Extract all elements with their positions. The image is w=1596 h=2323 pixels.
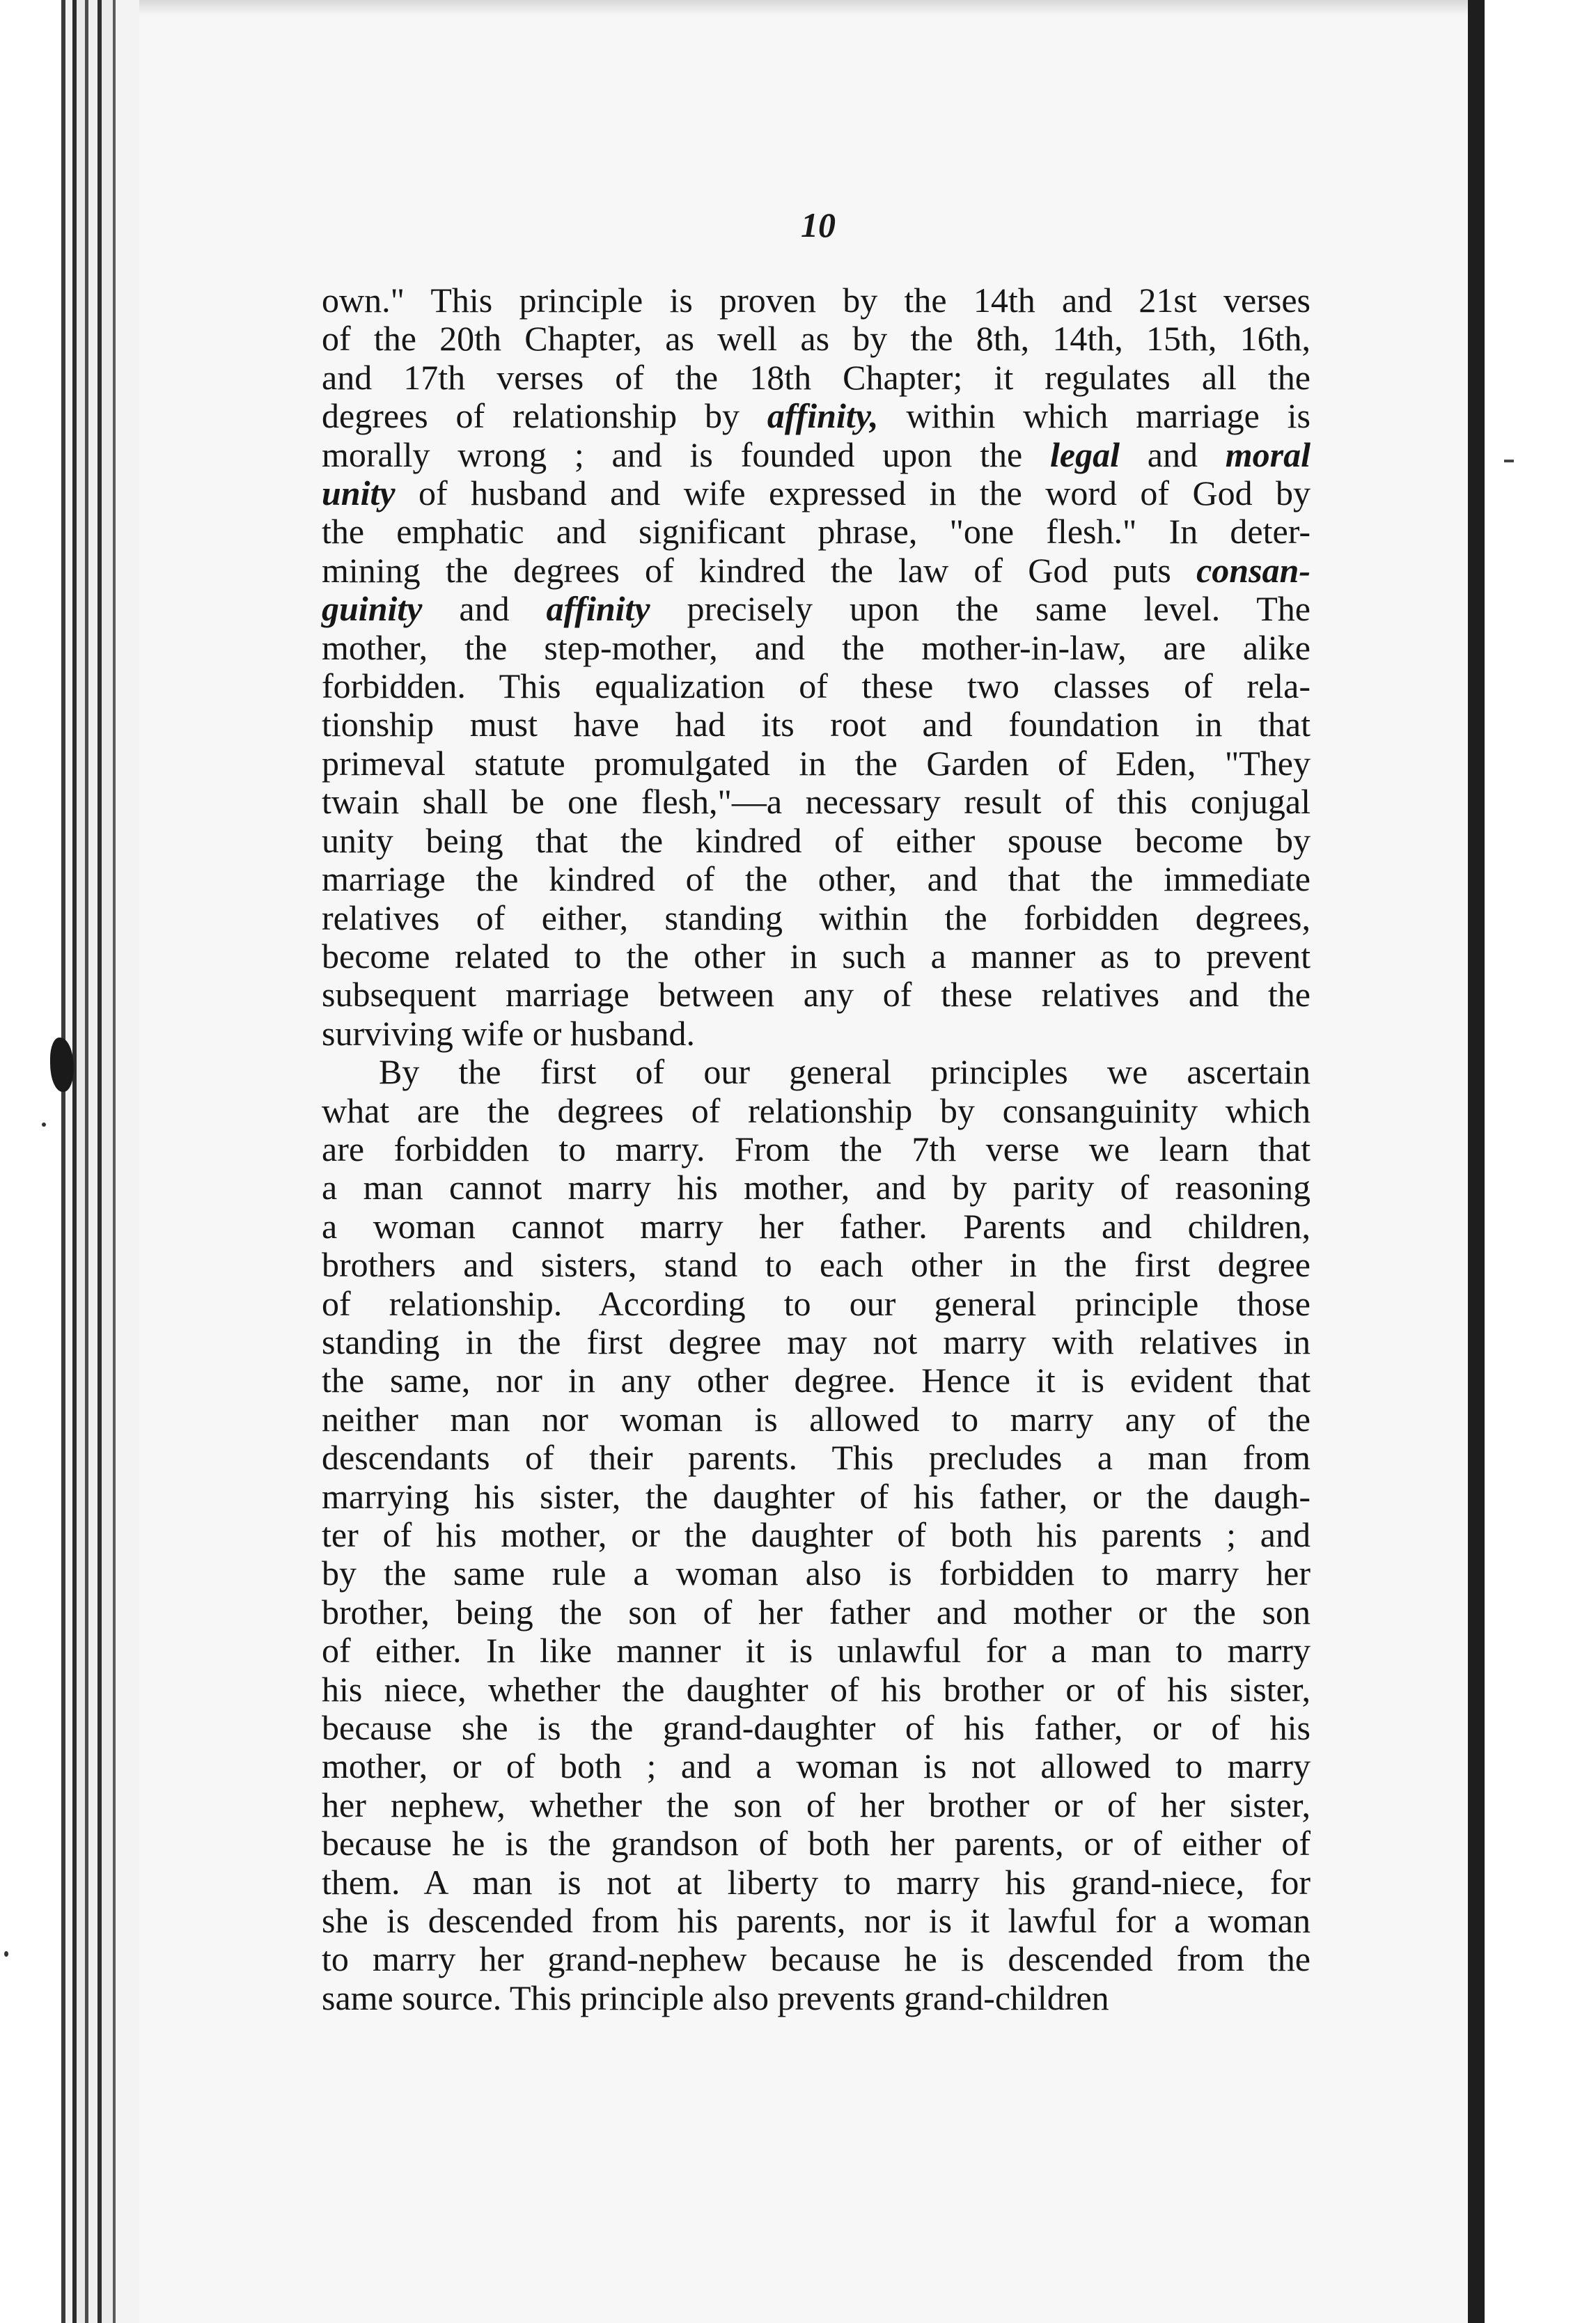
text-line [322,1554,1311,1593]
text-run: of the 20th Chapter, as well as by the 8th, 14th, 15th, 16th, [322,319,1311,359]
text-line [322,744,1311,783]
text-run: his niece, whether the daughter of his brother or of his sister, [322,1669,1311,1709]
text-line [322,397,1311,435]
text-line [322,1786,1311,1824]
text-line [322,1632,1311,1670]
text-run: marrying his sister, the daughter of his father, or the daugh- [322,1476,1311,1516]
text-line [322,1824,1311,1863]
emphasized-text: affinity [546,589,650,629]
text-line [322,1593,1311,1632]
text-line [322,1863,1311,1902]
text-run: because he is the grandson of both her parents, or of either of [322,1824,1311,1863]
text-line [322,1361,1311,1400]
text-line [322,937,1311,976]
paragraph [322,1053,1311,2017]
text-line [322,436,1311,474]
text-line [322,1168,1311,1207]
text-run: descendants of their parents. This precludes a man from [322,1438,1311,1478]
emphasized-text: moral [1225,435,1311,474]
emphasized-text: affinity, [767,396,879,436]
text-line [322,899,1311,937]
text-run: own." This principle is proven by the 14th and 21st verses [322,281,1311,320]
text-run: mother, the step-mother, and the mother-in-law, are alike [322,627,1311,667]
text-run: a man cannot marry his mother, and by parity of reasoning [322,1168,1311,1207]
text-line [322,976,1311,1014]
text-run: and 17th verses of the 18th Chapter; it regulates all the [322,357,1311,397]
text-run: surviving wife or husband. [322,1013,696,1053]
text-run: brother, being the son of her father and mother or the son [322,1592,1311,1632]
text-run: same source. This principle also prevents grand-children [322,1978,1109,2017]
text-line [322,705,1311,744]
text-line [322,359,1311,397]
text-run: her nephew, whether the son of her brother or of her sister, [322,1785,1311,1824]
text-line [322,1246,1311,1284]
text-run: of husband and wife expressed in the word of God by [395,474,1311,513]
text-line [322,1671,1311,1709]
text-line [322,1130,1311,1168]
text-run: the emphatic and significant phrase, "one flesh." In deter- [322,512,1311,552]
text-line [322,590,1311,628]
text-line [322,1516,1311,1554]
text-run: mother, or of both ; and a woman is not allowed to marry [322,1746,1311,1786]
text-run: the same, nor in any other degree. Hence it is evident that [322,1361,1311,1400]
text-line [322,629,1311,667]
text-run: she is descended from his parents, nor is it lawful for a woman [322,1901,1311,1941]
text-line [322,667,1311,705]
page-top-shadow [139,0,1468,15]
text-line [322,860,1311,898]
text-run: within which marriage is [878,396,1311,436]
text-line [322,281,1311,320]
text-run: mining the degrees of kindred the law of God puts [322,550,1197,590]
text-line [322,1285,1311,1323]
text-run: because she is the grand-daughter of his father, or of his [322,1708,1311,1748]
text-run: tionship must have had its root and foundation in that [322,705,1311,744]
emphasized-text: consan- [1196,550,1311,590]
text-run: subsequent marriage between any of these relatives and the [322,975,1311,1015]
text-line [322,552,1311,590]
text-run: by the same rule a woman also is forbidden to marry her [322,1554,1311,1593]
text-line [322,1015,1311,1053]
emphasized-text: legal [1049,435,1120,474]
text-run: of either. In like manner it is unlawful for a man to marry [322,1631,1311,1671]
text-run: twain shall be one flesh,"—a necessary result of this conjugal [322,782,1311,822]
text-line [322,822,1311,860]
text-line [322,783,1311,821]
text-line [322,1902,1311,1940]
emphasized-text: guinity [322,589,423,629]
text-run: primeval statute promulgated in the Garden of Eden, "They [322,743,1311,783]
text-run: and [422,589,547,629]
text-run: are forbidden to marry. From the 7th verse we learn that [322,1129,1311,1168]
text-run: and [1119,435,1226,474]
text-run: By the first of our general principles we ascertain [379,1052,1311,1092]
text-run: morally wrong ; and is founded upon the [322,435,1050,474]
text-run: neither man nor woman is allowed to marry any of the [322,1399,1311,1439]
text-line [322,1747,1311,1785]
text-run: forbidden. This equalization of these two classes of rela- [322,666,1311,706]
text-run: precisely upon the same level. The [650,589,1311,629]
text-run: to marry her grand-nephew because he is descended from the [322,1939,1311,1979]
paragraph [322,281,1311,1053]
text-line [322,320,1311,358]
text-run: brothers and sisters, stand to each other in the first degree [322,1245,1311,1285]
text-line [322,1979,1311,2017]
text-line [322,1323,1311,1361]
text-line [322,1709,1311,1747]
body-text [322,281,1311,2017]
text-line [322,1940,1311,1978]
text-run: unity being that the kindred of either spouse become by [322,820,1311,860]
text-line [322,1400,1311,1439]
text-line [322,1207,1311,1246]
text-run: of relationship. According to our general principle those [322,1283,1311,1323]
text-run: standing in the first degree may not marry with relatives in [322,1322,1311,1361]
text-run: degrees of relationship by [322,396,767,436]
text-line [322,1478,1311,1516]
text-run: become related to the other in such a manner as to prevent [322,936,1311,976]
right-scan-margin [1485,0,1596,2323]
text-run: marriage the kindred of the other, and that the immediate [322,859,1311,899]
text-line [322,1439,1311,1477]
text-line [322,1092,1311,1130]
text-line [322,474,1311,513]
emphasized-text: unity [322,474,396,513]
text-run: ter of his mother, or the daughter of both his parents ; and [322,1515,1311,1554]
text-line [322,513,1311,551]
speck-mark [42,1123,46,1127]
text-run: a woman cannot marry her father. Parents and children, [322,1206,1311,1246]
text-run: relatives of either, standing within the forbidden degrees, [322,898,1311,937]
page-number: 10 [801,205,836,244]
text-run: what are the degrees of relationship by consanguinity which [322,1090,1311,1130]
text-line [322,1053,1311,1091]
stacked-page-edges [49,0,139,2323]
margin-dash-mark [1504,460,1514,462]
speck-mark [4,1951,8,1957]
text-run: them. A man is not at liberty to marry his grand-niece, for [322,1862,1311,1902]
book-spine-edge [1468,0,1485,2323]
